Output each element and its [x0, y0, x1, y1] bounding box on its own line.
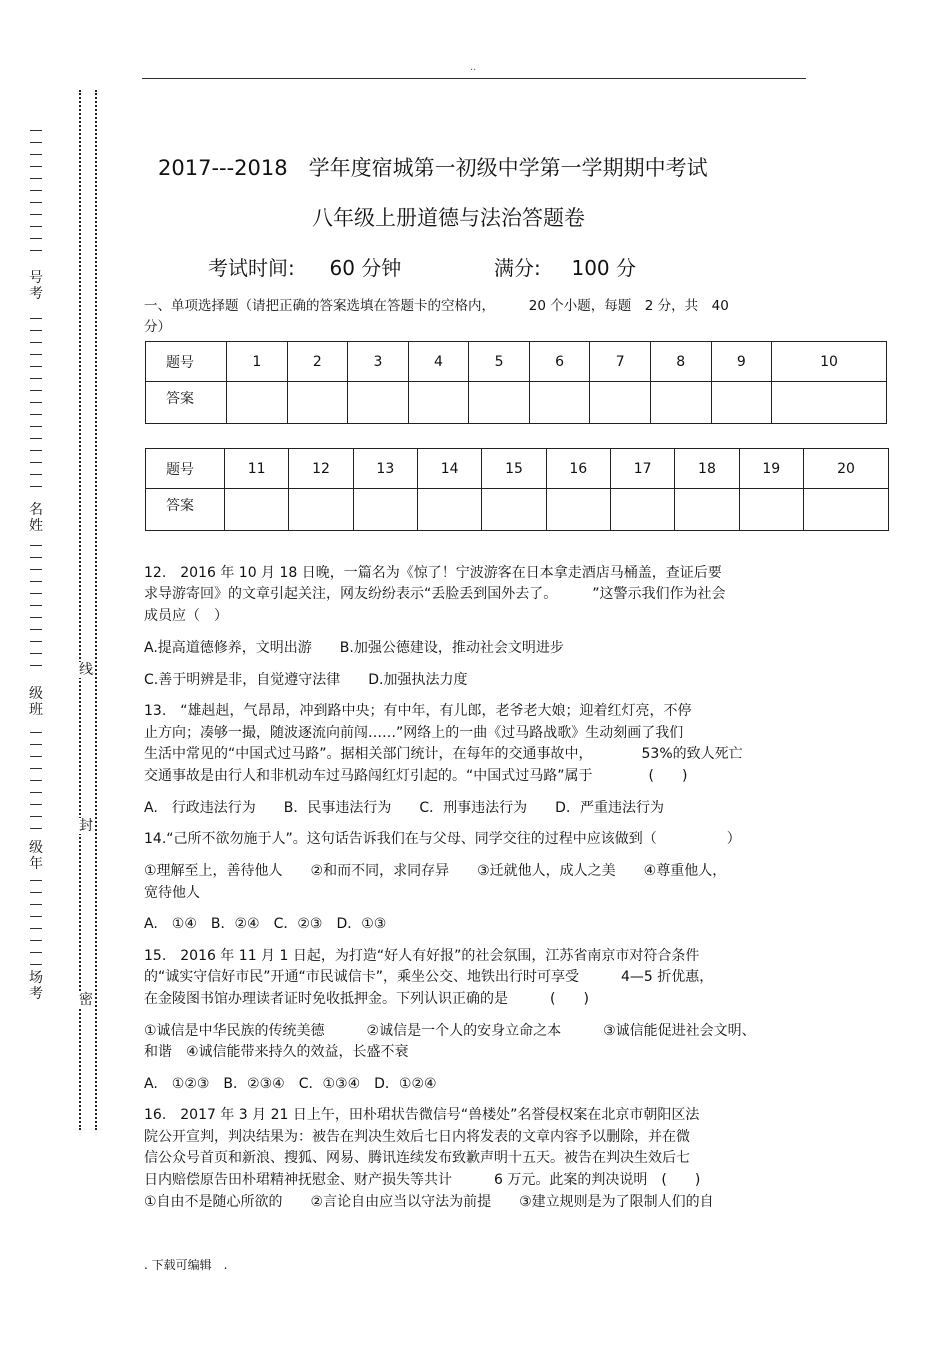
question-number-cell: 10	[772, 342, 887, 382]
answer-cell[interactable]	[610, 489, 674, 531]
answer-cell[interactable]	[348, 382, 409, 424]
answer-cell[interactable]	[287, 382, 348, 424]
answer-cell[interactable]	[482, 489, 546, 531]
question-number-cell: 4	[408, 342, 469, 382]
question-line: 16. 2017 年 3 月 21 日上午，田朴珺状告微信号“兽楼处”名誉侵权案在北京市朝阳区法	[144, 1107, 700, 1123]
answer-table-2	[145, 448, 889, 531]
score-value: 100 分	[571, 256, 636, 280]
exam-no-blank	[30, 130, 42, 260]
question-number-cell: 7	[590, 342, 651, 382]
answer-table-1	[145, 341, 887, 424]
grade-label: 级年	[29, 840, 43, 872]
question-option-line: A.提高道德修养，文明出游 B.加强公德建设，推动社会文明进步	[144, 640, 564, 656]
header-rule	[142, 78, 806, 79]
answer-table-2-header-row	[146, 449, 889, 489]
question-line: 院公开宣判，判决结果为：被告在判决生效后七日内将发表的文章内容予以删除，并在微	[144, 1129, 690, 1145]
seal-line-label: 线	[79, 662, 93, 678]
room-label: 场考	[29, 970, 43, 1002]
question-line: 成员应（ ）	[144, 608, 228, 624]
question-number-cell: 14	[417, 449, 481, 489]
answer-cell[interactable]	[650, 382, 711, 424]
class-blank	[30, 545, 42, 675]
answer-cell[interactable]	[739, 489, 803, 531]
answer-table-1-header-row	[146, 342, 887, 382]
seal-seal-label: 封	[79, 818, 93, 834]
class-label: 级班	[29, 686, 43, 718]
question-number-cell: 2	[287, 342, 348, 382]
exam-subtitle: 八年级上册道德与法治答题卷	[312, 206, 585, 230]
question-option-line: ①自由不是随心所欲的 ②言论自由应当以守法为前提 ③建立规则是为了限制人们的自	[144, 1194, 714, 1210]
seal-secret-label: 密	[79, 992, 93, 1008]
question-line: 止方向；凑够一撮，随波逐流向前闯……”网络上的一曲《过马路战歌》生动刻画了我们	[144, 725, 684, 741]
question-number-cell: 15	[482, 449, 546, 489]
answer-cell[interactable]	[353, 489, 417, 531]
question-number-cell: 1	[227, 342, 288, 382]
grade-blank	[30, 732, 42, 832]
question-line: 13. “雄赳赳，气昂昂，冲到路中央；有中年，有儿郎，老爷老大娘；迎着红灯亮，不停	[144, 703, 692, 719]
answer-table-2-answer-row	[146, 489, 889, 531]
question-option-line: 和谐 ④诚信能带来持久的效益，长盛不衰	[144, 1044, 409, 1060]
answer-cell[interactable]	[711, 382, 772, 424]
question-line: 信公众号首页和新浪、搜狐、网易、腾讯连续发布致歉声明十五天。被告在判决生效后七	[144, 1150, 690, 1166]
question-number-cell: 5	[469, 342, 530, 382]
exam-info	[208, 252, 636, 281]
footer-note: . 下载可编辑 .	[144, 1258, 228, 1272]
question-number-cell: 8	[650, 342, 711, 382]
answer-cell[interactable]	[529, 382, 590, 424]
question-option-line: C.善于明辨是非，自觉遵守法律 D.加强执法力度	[144, 672, 468, 688]
question-option-line: 宽待他人	[144, 885, 200, 901]
answer-cell[interactable]	[408, 382, 469, 424]
time-value: 60 分钟	[329, 256, 402, 280]
answer-header: 答案	[146, 489, 225, 531]
question-number-cell: 20	[804, 449, 889, 489]
question-number-cell: 12	[289, 449, 353, 489]
answer-cell[interactable]	[804, 489, 889, 531]
answer-cell[interactable]	[417, 489, 481, 531]
answer-table-1-answer-row	[146, 382, 887, 424]
question-option-line: A. ①④ B．②④ C．②③ D．①③	[144, 916, 387, 932]
question-line: 日内赔偿原告田朴珺精神抚慰金、财产损失等共计 6 万元。此案的判决说明 ( )	[144, 1172, 701, 1188]
answer-cell[interactable]	[675, 489, 739, 531]
answer-cell[interactable]	[227, 382, 288, 424]
question-line: 生活中常见的“中国式过马路”。据相关部门统计，在每年的交通事故中， 53%的致人死亡	[144, 746, 743, 762]
question-line: 15. 2016 年 11 月 1 日起，为打造“好人有好报”的社会氛围，江苏省南京市对符合条件	[144, 948, 700, 964]
question-option-line: ①诚信是中华民族的传统美德 ②诚信是一个人的安身立命之本 ③诚信能促进社会文明、	[144, 1023, 756, 1039]
question-number-cell: 13	[353, 449, 417, 489]
room-blank	[30, 880, 42, 968]
question-number-cell: 18	[675, 449, 739, 489]
question-number-cell: 9	[711, 342, 772, 382]
seal-dotted-line-outer	[95, 90, 97, 1130]
time-label: 考试时间:	[208, 256, 295, 280]
name-blank	[30, 318, 42, 494]
header-mark: ..	[470, 62, 477, 73]
answer-cell[interactable]	[590, 382, 651, 424]
seal-dotted-line-inner	[79, 90, 81, 1130]
name-label: 名姓	[29, 502, 43, 534]
question-number-cell: 17	[610, 449, 674, 489]
question-number-header: 题号	[146, 342, 227, 382]
exam-title: 2017---2018 学年度宿城第一初级中学第一学期期中考试	[158, 156, 708, 180]
question-option-line: A. ①②③ B．②③④ C．①③④ D．①②④	[144, 1076, 437, 1092]
question-line: 交通事故是由行人和非机动车过马路闯红灯引起的。“中国式过马路”属于 ( )	[144, 768, 688, 784]
question-option-line: ①理解至上，善待他人 ②和而不同，求同存异 ③迁就他人，成人之美 ④尊重他人，	[144, 863, 727, 879]
question-number-header: 题号	[146, 449, 225, 489]
question-number-cell: 6	[529, 342, 590, 382]
question-line: 求导游寄回》的文章引起关注，网友纷纷表示“丢脸丢到国外去了。 ”这警示我们作为社会	[144, 586, 726, 602]
answer-header: 答案	[146, 382, 227, 424]
question-number-cell: 11	[225, 449, 289, 489]
section1-instruction-line1: 一、单项选择题（请把正确的答案选填在答题卡的空格内， 20 个小题，每题 2 分，共 40	[144, 298, 729, 314]
question-number-cell: 3	[348, 342, 409, 382]
question-line: 12. 2016 年 10 月 18 日晚，一篇名为《惊了！宁波游客在日本拿走酒店马桶盖，查证后要	[144, 565, 722, 581]
answer-cell[interactable]	[772, 382, 887, 424]
question-number-cell: 16	[546, 449, 610, 489]
question-line: 在金陵图书馆办理读者证时免收抵押金。下列认识正确的是 ( )	[144, 991, 589, 1007]
exam-no-label: 号考	[29, 270, 43, 302]
question-number-cell: 19	[739, 449, 803, 489]
answer-cell[interactable]	[469, 382, 530, 424]
question-line: 的“诚实守信好市民”开通“市民诚信卡”，乘坐公交、地铁出行时可享受 4—5 折优惠，	[144, 969, 714, 985]
question-line: 14.“己所不欲勿施于人”。这句话告诉我们在与父母、同学交往的过程中应该做到（ ）	[144, 831, 741, 847]
score-label: 满分:	[494, 256, 541, 280]
answer-cell[interactable]	[289, 489, 353, 531]
question-option-line: A. 行政违法行为 B．民事违法行为 C．刑事违法行为 D．严重违法行为	[144, 800, 664, 816]
answer-cell[interactable]	[225, 489, 289, 531]
section1-instruction-line2: 分）	[144, 319, 171, 335]
answer-cell[interactable]	[546, 489, 610, 531]
